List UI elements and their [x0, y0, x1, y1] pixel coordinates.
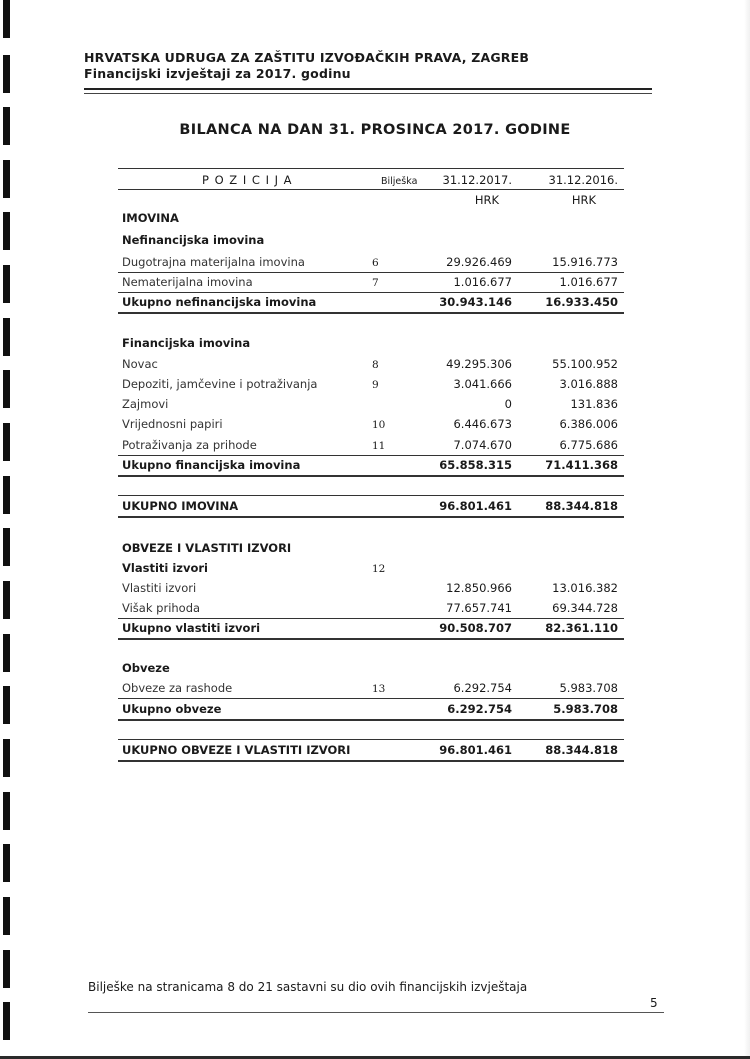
currency-2016: HRK — [571, 193, 596, 207]
row-value-2017: 96.801.461 — [439, 499, 512, 513]
table-row — [118, 435, 624, 455]
row-value-2017: 65.858.315 — [439, 458, 512, 472]
table-row — [118, 208, 624, 228]
table-row — [118, 272, 624, 292]
row-value-2016: 55.100.952 — [552, 357, 618, 371]
table-row — [118, 333, 624, 353]
column-header-note: Bilješka — [381, 176, 418, 187]
row-value-2016: 6.386.006 — [559, 417, 618, 431]
row-value-2016: 71.411.368 — [545, 458, 618, 472]
binding-hole — [3, 370, 10, 408]
row-value-2016: 88.344.818 — [545, 499, 618, 513]
row-value-2017: 49.295.306 — [446, 357, 512, 371]
binding-hole — [3, 792, 10, 830]
table-row — [118, 538, 624, 558]
binding-hole — [3, 634, 10, 672]
binding-hole — [3, 0, 10, 38]
row-note: 12 — [372, 563, 386, 575]
binding-hole — [3, 1002, 10, 1040]
row-label: Vrijednosni papiri — [122, 417, 223, 431]
binding-hole — [3, 739, 10, 777]
row-label: Obveze za rashode — [122, 681, 233, 695]
table-row — [118, 374, 624, 394]
row-value-2016: 82.361.110 — [545, 621, 618, 635]
table-row — [118, 354, 624, 374]
row-rule — [118, 638, 624, 640]
row-label: Potraživanja za prihode — [122, 438, 257, 452]
table-row — [118, 252, 624, 272]
currency-row — [118, 190, 624, 210]
row-value-2017: 6.292.754 — [447, 702, 512, 716]
table-row — [118, 658, 624, 678]
total-bottom-rule — [118, 516, 624, 518]
row-rule — [118, 475, 624, 477]
row-label: Ukupno obveze — [122, 702, 222, 716]
table-row — [118, 230, 624, 250]
row-value-2017: 77.657.741 — [446, 601, 512, 615]
page-number: 5 — [650, 996, 658, 1010]
binding-hole — [3, 844, 10, 882]
row-label: Depoziti, jamčevine i potraživanja — [122, 377, 318, 391]
footer-note: Bilješke na stranicama 8 do 21 sastavni su dio ovih financijskih izvještaja — [88, 980, 528, 994]
total-bottom-rule — [118, 760, 624, 762]
column-header-2017: 31.12.2017. — [442, 173, 512, 187]
table-row — [118, 578, 624, 598]
row-label: UKUPNO IMOVINA — [122, 499, 239, 513]
row-value-2016: 3.016.888 — [559, 377, 618, 391]
row-value-2016: 13.016.382 — [552, 581, 618, 595]
row-label: OBVEZE I VLASTITI IZVORI — [122, 541, 292, 555]
row-value-2016: 15.916.773 — [552, 255, 618, 269]
row-note: 13 — [372, 683, 386, 695]
row-label: Višak prihoda — [122, 601, 201, 615]
table-row — [118, 699, 624, 719]
row-value-2017: 29.926.469 — [446, 255, 512, 269]
row-value-2016: 69.344.728 — [552, 601, 618, 615]
binding-hole — [3, 265, 10, 303]
row-value-2017: 1.016.677 — [453, 275, 512, 289]
table-row — [118, 740, 624, 760]
row-value-2017: 7.074.670 — [453, 438, 512, 452]
page-title: BILANCA NA DAN 31. PROSINCA 2017. GODINE — [179, 122, 571, 138]
row-label: Obveze — [122, 661, 170, 675]
row-label: Zajmovi — [122, 397, 169, 411]
table-row — [118, 414, 624, 434]
binding-hole — [3, 897, 10, 935]
row-label: Ukupno vlastiti izvori — [122, 621, 261, 635]
table-row — [118, 618, 624, 638]
binding-strip — [0, 0, 12, 1059]
footer-rule — [88, 1012, 664, 1013]
row-value-2017: 0 — [504, 397, 512, 411]
row-value-2016: 88.344.818 — [545, 743, 618, 757]
row-label: Vlastiti izvori — [122, 581, 197, 595]
binding-hole — [3, 212, 10, 250]
row-value-2016: 6.775.686 — [559, 438, 618, 452]
row-label: Dugotrajna materijalna imovina — [122, 255, 305, 269]
row-note: 7 — [372, 277, 379, 289]
row-value-2017: 30.943.146 — [439, 295, 512, 309]
row-value-2016: 5.983.708 — [559, 681, 618, 695]
binding-hole — [3, 318, 10, 356]
table-row — [118, 598, 624, 618]
row-value-2016: 131.836 — [570, 397, 618, 411]
header-rule-thick — [84, 88, 652, 90]
table-top-rule — [118, 168, 624, 169]
column-header-2016: 31.12.2016. — [548, 173, 618, 187]
binding-hole — [3, 528, 10, 566]
table-row — [118, 394, 624, 414]
column-header-row — [118, 170, 624, 190]
row-label: Ukupno financijska imovina — [122, 458, 301, 472]
row-rule — [118, 312, 624, 314]
organization-name: HRVATSKA UDRUGA ZA ZAŠTITU IZVOĐAČKIH PRAVA, ZAGREB — [84, 50, 530, 65]
total-top-rule — [118, 495, 624, 496]
row-label: Nematerijalna imovina — [122, 275, 253, 289]
row-value-2017: 90.508.707 — [439, 621, 512, 635]
row-label: Novac — [122, 357, 158, 371]
table-row — [118, 292, 624, 312]
row-value-2016: 1.016.677 — [559, 275, 618, 289]
row-label: Ukupno nefinancijska imovina — [122, 295, 317, 309]
table-row — [118, 496, 624, 516]
row-note: 10 — [372, 419, 386, 431]
row-note: 6 — [372, 257, 379, 269]
row-note: 9 — [372, 379, 379, 391]
column-header-position: P O Z I C I J A — [202, 173, 293, 187]
row-note: 11 — [372, 440, 386, 452]
binding-hole — [3, 581, 10, 619]
report-name: Financijski izvještaji za 2017. godinu — [84, 66, 351, 81]
document-header — [84, 50, 529, 82]
total-top-rule — [118, 739, 624, 740]
row-note: 8 — [372, 359, 379, 371]
row-value-2017: 6.446.673 — [453, 417, 512, 431]
row-rule — [118, 719, 624, 721]
table-row — [118, 455, 624, 475]
row-label: Nefinancijska imovina — [122, 233, 265, 247]
row-value-2017: 3.041.666 — [453, 377, 512, 391]
binding-hole — [3, 950, 10, 988]
header-rule-thin — [84, 93, 652, 94]
currency-2017: HRK — [474, 193, 499, 207]
row-value-2017: 12.850.966 — [446, 581, 512, 595]
binding-hole — [3, 55, 10, 93]
binding-hole — [3, 476, 10, 514]
binding-hole — [3, 160, 10, 198]
binding-hole — [3, 686, 10, 724]
row-label: UKUPNO OBVEZE I VLASTITI IZVORI — [122, 743, 351, 757]
binding-hole — [3, 423, 10, 461]
row-value-2016: 16.933.450 — [545, 295, 618, 309]
row-label: Financijska imovina — [122, 336, 251, 350]
row-label: Vlastiti izvori — [122, 561, 208, 575]
row-value-2017: 96.801.461 — [439, 743, 512, 757]
row-label: IMOVINA — [122, 211, 179, 225]
page-edge-shade — [744, 0, 750, 1059]
table-row — [118, 678, 624, 698]
table-row — [118, 558, 624, 578]
row-value-2017: 6.292.754 — [453, 681, 512, 695]
row-value-2016: 5.983.708 — [553, 702, 618, 716]
